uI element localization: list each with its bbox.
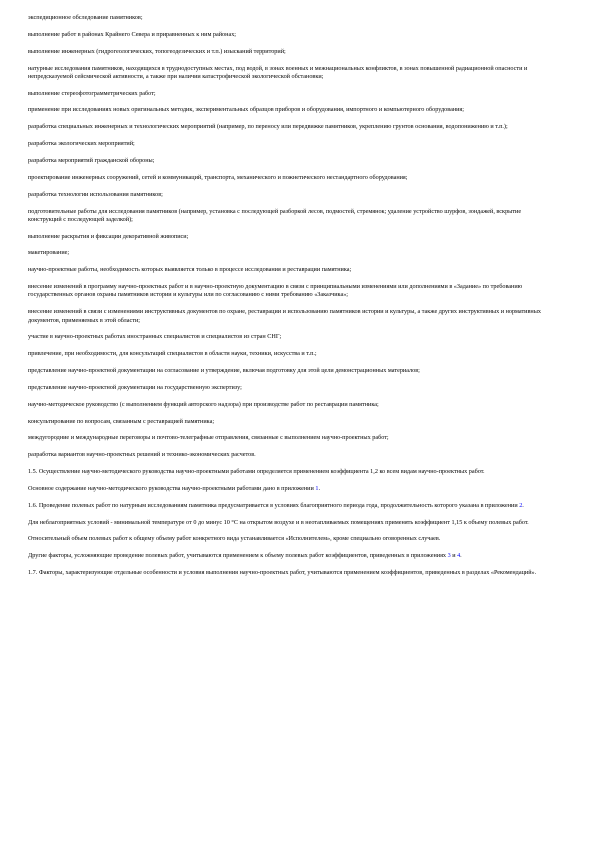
paragraph (28, 569, 551, 577)
paragraph-text: научно-проектные работы, необходимость которых выявляется только в процессе исследования и реставрации памятника; (28, 266, 352, 274)
paragraph-text: выполнение раскрытия и фиксации декоративной живописи; (28, 232, 189, 240)
paragraph-text: внесение изменений в связи с изменениями инструктивных документов по охране, реставрации и использованию памятников истории и культуры, а также других инструктивных и нормативных документов, применяемых в этой области; (28, 308, 541, 324)
paragraph-text: Основное содержание научно-методического руководства научно-проектными работами дано в приложении (28, 484, 316, 492)
paragraph-text: макетирование; (28, 249, 70, 257)
paragraph-text: представление научно-проектной документации на согласование и утверждение, включая подготовку для этой цели демонстрационных материалов; (28, 367, 420, 375)
paragraph (28, 308, 551, 325)
paragraph (28, 208, 551, 225)
paragraph (28, 106, 551, 114)
paragraph-text: и (450, 552, 458, 560)
paragraph-text: Другие факторы, усложняющие проведение полевых работ, учитываются применением к объему полевых работ коэффициентов, приведенных в приложениях (28, 552, 448, 560)
paragraph-text: междугородние и международные переговоры и почтово-телеграфные отправления, связанные с выполнением научно-проектных работ; (28, 434, 389, 442)
paragraph (28, 367, 551, 375)
paragraph (28, 502, 551, 510)
paragraph (28, 384, 551, 392)
paragraph (28, 14, 551, 22)
paragraph-text: . (522, 501, 524, 509)
paragraph-text: 1.7. Факторы, характеризующие отдельные особенности и условия выполнения научно-проектных работ, учитываются применением коэффициентов, приведенных в разделах «Рекомендаций». (28, 569, 537, 577)
paragraph-text: внесение изменений в программу научно-проектных работ и в научно-проектную документацию в связи с принципиальными изменениями или дополнениями в «Задание» по требованию государственных органов охраны памятников истории и культуры или по согласованию с ними требованию «Заказчика»; (28, 283, 523, 299)
paragraph-text: экспедиционное обследование памятников; (28, 14, 143, 21)
paragraph-text: разработка специальных инженерных и технологических мероприятий (например, по переносу или передвижке памятников, укреплению грунтов основания, водопонижению и т.п.); (28, 123, 508, 131)
paragraph (28, 468, 551, 476)
paragraph (28, 174, 551, 182)
paragraph (28, 140, 551, 148)
paragraph (28, 434, 551, 442)
paragraph (28, 157, 551, 165)
paragraph-text: научно-методическое руководство (с выполнением функций авторского надзора) при производстве работ по реставрации памятника; (28, 400, 379, 408)
paragraph-text: проектирование инженерных сооружений, сетей и коммуникаций, транспорта, механического и пожнетического нестандартного оборудования; (28, 173, 408, 181)
paragraph-text: выполнение стереофотограмметрических работ; (28, 89, 156, 97)
paragraph-text: разработка технологии использования памятников; (28, 190, 163, 198)
paragraph-text: представление научно-проектной документации на государственную экспертизу; (28, 383, 242, 391)
paragraph (28, 333, 551, 341)
paragraph (28, 552, 551, 560)
paragraph-text: . (460, 552, 462, 560)
paragraph (28, 31, 551, 39)
paragraph-text: консультирование по вопросам, связанным с реставрацией памятника; (28, 417, 215, 425)
paragraph-text: подготовительные работы для исследования памятников (например, установка с последующей разборкой лесов, подмостей, стремянок; удаление устройство шурфов, зондажей, вскрытие конструкций с последующей заделкой); (28, 207, 522, 223)
paragraph (28, 48, 551, 56)
paragraph (28, 350, 551, 358)
paragraph (28, 249, 551, 257)
appendix-link[interactable]: 1 (315, 484, 319, 492)
paragraph-text: выполнение инженерных (гидрогеологических, топогеодезических и т.п.) изысканий территорий; (28, 47, 286, 55)
paragraph (28, 191, 551, 199)
paragraph (28, 233, 551, 241)
paragraph (28, 266, 551, 274)
appendix-link[interactable]: 4 (457, 552, 461, 560)
paragraph-text: участие в научно-проектных работах иностранных специалистов и специалистов из стран СНГ; (28, 333, 282, 341)
paragraph-text: привлечение, при необходимости, для консультаций специалистов в области науки, техники, искусства и т.п.; (28, 350, 317, 358)
paragraph (28, 90, 551, 98)
paragraph (28, 485, 551, 493)
paragraph (28, 451, 551, 459)
paragraph-text: 1.5. Осуществление научно-методического руководства научно-проектными работами определяется применением коэффициента 1,2 ко всем видам научно-проектных работ. (28, 468, 485, 476)
paragraph (28, 401, 551, 409)
paragraph-text: натурные исследования памятников, находящихся в труднодоступных местах, под водой, в зонах военных и межнациональных конфликтов, в зонах повышенной радиационной опасности и непредсказуемой сейсмической активности, а также при наличии катастрофической экологической обстановки; (28, 64, 528, 80)
paragraph-text: выполнение работ в районах Крайнего Севера и приравненных к ним районах; (28, 30, 237, 38)
paragraph-text: разработка вариантов научно-проектных решений и технико-экономических расчетов. (28, 451, 256, 459)
paragraph-text: Относительный объем полевых работ к общему объему работ конкретного вида устанавливается «Исполнителем», кроме специально оговоренных случаев. (28, 535, 441, 543)
paragraph (28, 418, 551, 426)
paragraph-text: разработка мероприятий гражданской обороны; (28, 157, 155, 164)
appendix-link[interactable]: 3 (447, 552, 451, 560)
paragraph-text: Для неблагоприятных условий - минимальной температуре от 0 до минус 10 °С на открытом воздухе и в неотапливаемых помещениях применять коэффициент 1,15 к объему полевых работ. (28, 518, 529, 526)
paragraph (28, 519, 551, 527)
paragraph (28, 123, 551, 131)
paragraph-text: применение при исследованиях новых оригинальных методик, экспериментальных образцов приборов и оборудования, импортного и компьютерного оборудования; (28, 106, 465, 114)
paragraph (28, 65, 551, 82)
paragraph-text: . (318, 484, 320, 492)
document-body (28, 14, 551, 577)
appendix-link[interactable]: 2 (519, 501, 523, 509)
paragraph-text: разработка экологических мероприятий; (28, 140, 135, 148)
paragraph (28, 535, 551, 543)
paragraph-text: 1.6. Проведение полевых работ по натурным исследованиям памятника предусматривается в условиях благоприятного периода года, продолжительность которого указана в приложении (28, 501, 520, 509)
paragraph (28, 283, 551, 300)
